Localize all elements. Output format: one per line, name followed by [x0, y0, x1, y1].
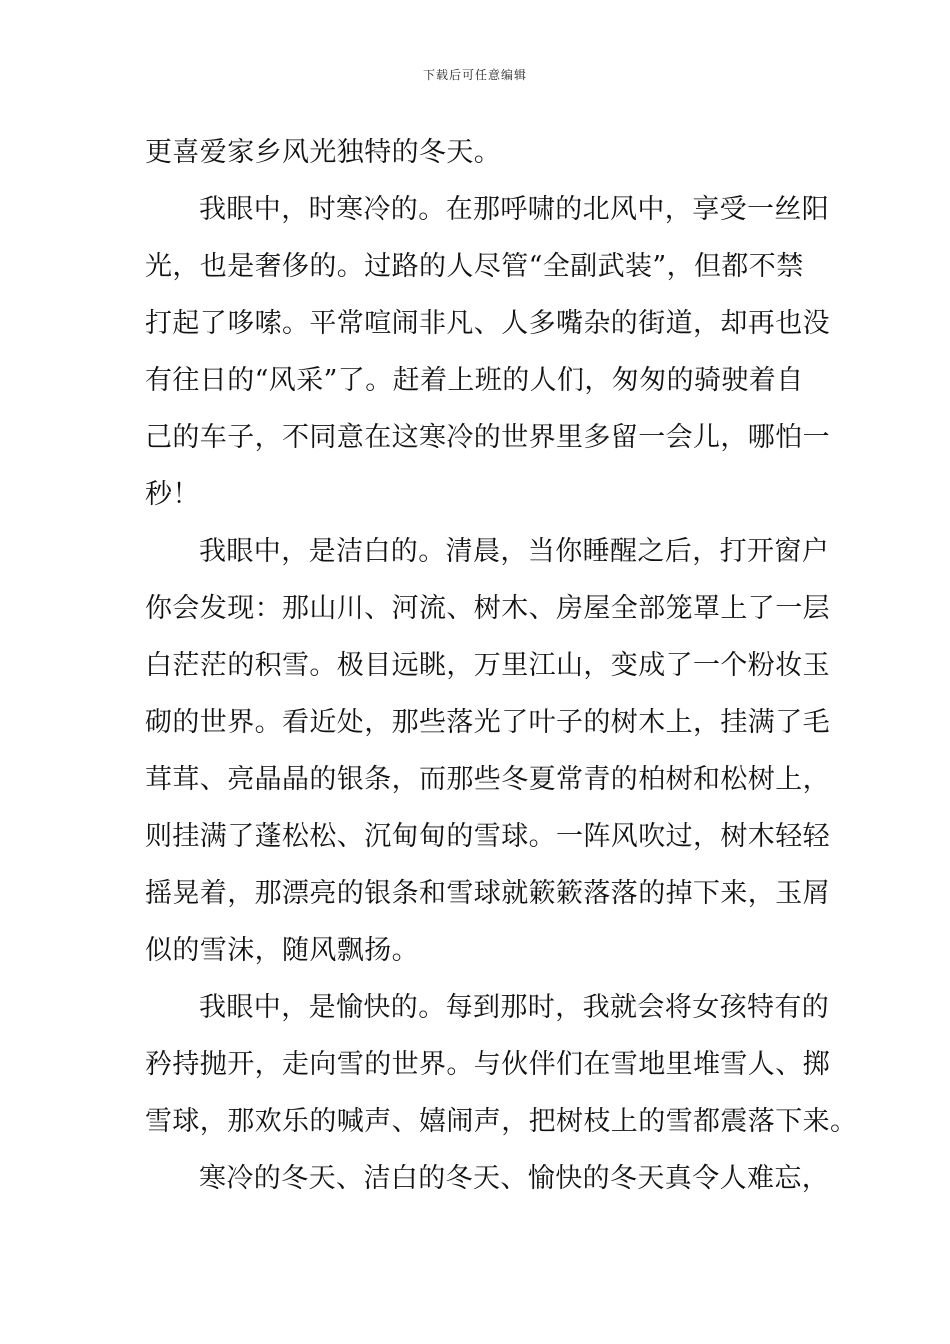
text-line: 己的车子，不同意在这寒冷的世界里多留一会儿，哪怕一 [145, 422, 830, 453]
text-line: 更喜爱家乡风光独特的冬天。 [145, 137, 502, 168]
text-line: 你会发现：那山川、河流、树木、房屋全部笼罩上了一层 [145, 593, 830, 624]
text-line: 雪球，那欢乐的喊声、嬉闹声，把树枝上的雪都震落下来。 [145, 1106, 858, 1137]
document-body [145, 124, 858, 1207]
text-line: 茸茸、亮晶晶的银条，而那些冬夏常青的柏树和松树上， [145, 764, 830, 795]
paragraph-first-line: 我眼中，是愉快的。每到那时，我就会将女孩特有的 [199, 992, 830, 1023]
paragraph-first-line: 我眼中，是洁白的。清晨，当你睡醒之后，打开窗户 [199, 536, 830, 567]
text-line: 光，也是奢侈的。过路的人尽管“全副武装”，但都不禁 [145, 251, 804, 282]
text-line: 有往日的“风采”了。赶着上班的人们，匆匆的骑驶着自 [145, 365, 804, 396]
text-line: 白茫茫的积雪。极目远眺，万里江山，变成了一个粉妆玉 [145, 650, 830, 681]
paragraph-first-line: 寒冷的冬天、洁白的冬天、愉快的冬天真令人难忘， [199, 1163, 830, 1194]
text-line: 秒！ [145, 479, 200, 510]
text-line: 则挂满了蓬松松、沉甸甸的雪球。一阵风吹过，树木轻轻 [145, 821, 830, 852]
text-line: 打起了哆嗦。平常喧闹非凡、人多嘴杂的街道，却再也没 [145, 308, 830, 339]
text-line: 摇晃着，那漂亮的银条和雪球就簌簌落落的掉下来，玉屑 [145, 878, 830, 909]
text-line: 似的雪沫，随风飘扬。 [145, 935, 419, 966]
text-line: 矜持抛开，走向雪的世界。与伙伴们在雪地里堆雪人、掷 [145, 1049, 830, 1080]
text-line: 砌的世界。看近处，那些落光了叶子的树木上，挂满了毛 [145, 707, 830, 738]
paragraph-first-line: 我眼中，时寒冷的。在那呼啸的北风中，享受一丝阳 [199, 194, 830, 225]
page-header-note: 下载后可任意编辑 [422, 68, 527, 82]
